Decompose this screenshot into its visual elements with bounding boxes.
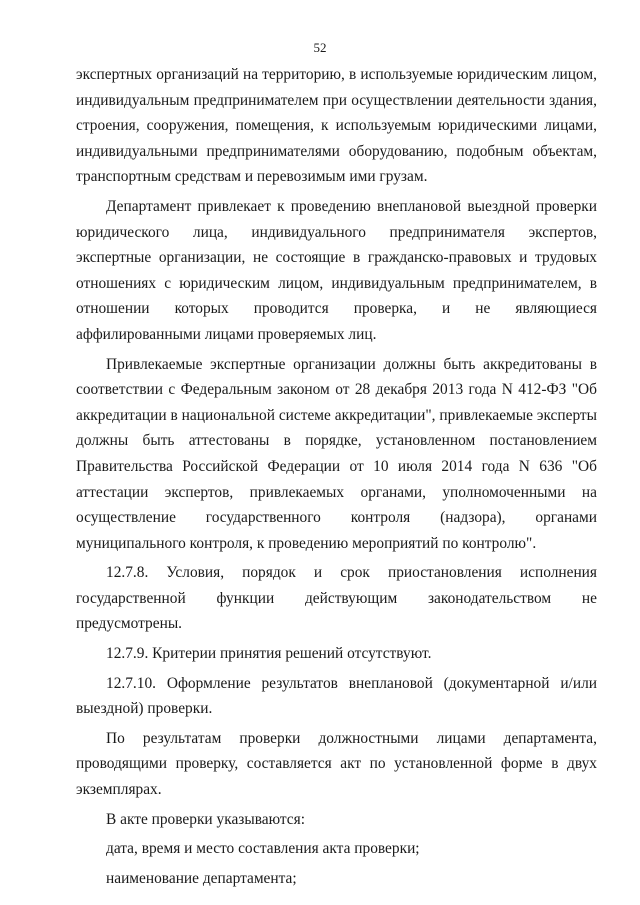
paragraph-accreditation: Привлекаемые экспертные организации должны быть аккредитованы в соответствии с Федеральным законом от 28 декабря 2013 года N 412-ФЗ "Об аккредитации в национальной системе аккредитации", привлекаемые эксперты должны быть аттестованы в порядке, установленном постановлением Правительства Российской Федерации от 10 июля 2014 года N 636 "Об аттестации экспертов, привлекаемых органами, уполномоченными на осуществление государственного контроля (надзора), органами муниципального контроля, к проведению мероприятий по контролю".	[76, 355, 597, 552]
list-item-department-name: наименование департамента;	[106, 869, 297, 887]
paragraph-inspection-act: По результатам проверки должностными лицами департамента, проводящими проверку, составляется акт по установленной форме в двух экземплярах.	[76, 729, 597, 799]
paragraph-12-7-10: 12.7.10. Оформление результатов внеплановой (документарной и/или выездной) проверки.	[76, 674, 597, 718]
paragraph-12-7-8: 12.7.8. Условия, порядок и срок приостановления исполнения государственной функции действующим законодательством не предусмотрены.	[76, 564, 597, 633]
paragraph-experts-access: экспертных организаций на территорию, в используемые юридическим лицом, индивидуальным предпринимателем при осуществлении деятельности здания, строения, сооружения, помещения, к используемым юридическими лицами, индивидуальными предпринимателями оборудованию, подобным объектам, транспортным средствам и перевозимым ими грузам.	[76, 66, 597, 186]
paragraph-12-7-9: 12.7.9. Критерии принятия решений отсутствуют.	[106, 645, 432, 663]
paragraph-department-experts: Департамент привлекает к проведению внеплановой выездной проверки юридического лица, индивидуального предпринимателя экспертов, экспертные организации, не состоящие в гражданско-правовых и трудовых отношениях с юридическим лицом, индивидуальным предпринимателем, в отношении которых проводится проверка, и не являющиеся аффилированными лицами проверяемых лиц.	[76, 197, 597, 343]
paragraph-act-contents: В акте проверки указываются:	[106, 810, 305, 828]
page-number: 52	[313, 40, 327, 55]
document-body	[76, 62, 597, 891]
list-item-date-time-place: дата, время и место составления акта проверки;	[106, 840, 420, 858]
